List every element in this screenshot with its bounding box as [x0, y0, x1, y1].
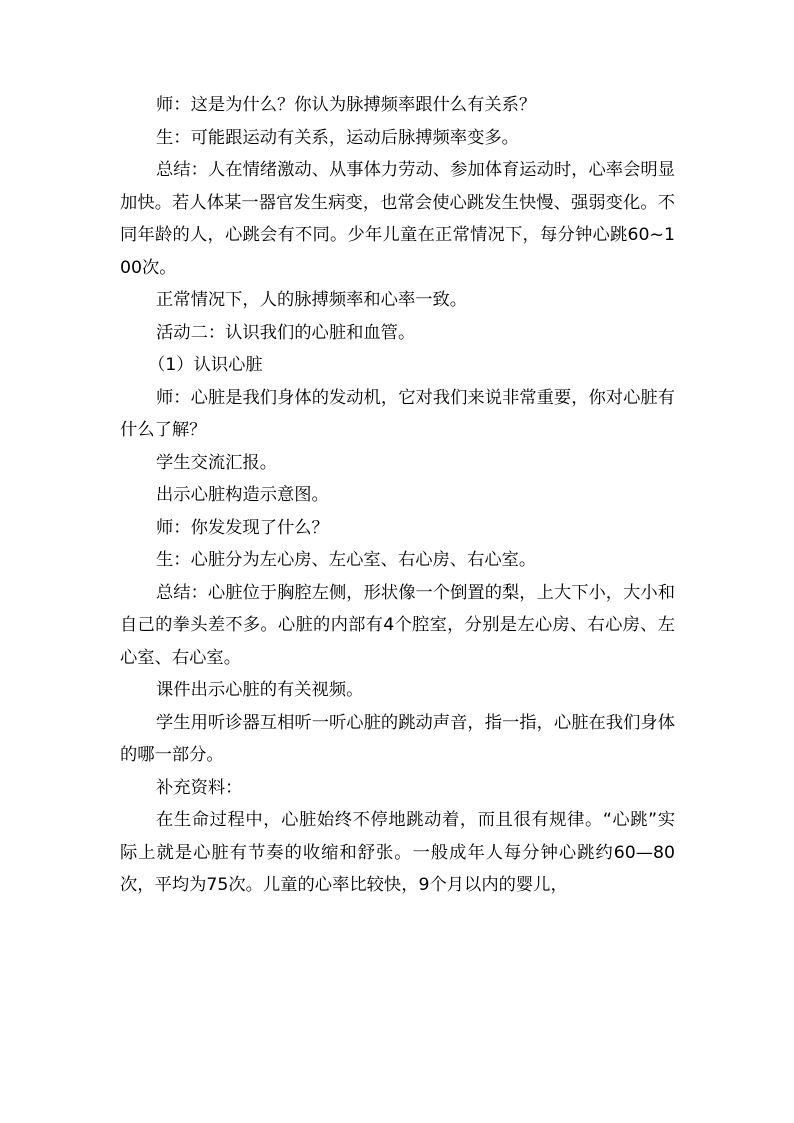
paragraph-student-answer-exercise: 生：可能跟运动有关系，运动后脉搏频率变多。: [156, 127, 519, 148]
paragraph-supplementary-content: 在生命过程中，心脏始终不停地跳动着，而且很有规律。“心跳”实际上就是心脏有节奏的收缩和舒张。一般成年人每分钟心跳约60—80次，平均为75次。儿童的心率比较快，9个月以内的婴儿，: [120, 810, 675, 895]
paragraph-show-diagram: 出示心脏构造示意图。: [156, 485, 329, 505]
paragraph-show-video: 课件出示心脏的有关视频。: [156, 680, 364, 700]
paragraph-summary-heart-rate: 总结：人在情绪激动、从事体力劳动、参加体育运动时，心率会明显加快。若人体某一器官发生病变，也常会使心跳发生快慢、强弱变化。不同年龄的人，心跳会有不同。少年儿童在正常情况下，每分钟心跳60~100次。: [120, 160, 675, 278]
document-body: [120, 89, 675, 902]
paragraph-teacher-heart-engine: 师：心脏是我们身体的发动机，它对我们来说非常重要，你对心脏有什么了解？: [120, 387, 675, 440]
paragraph-teacher-what-found: 师：你发发现了什么？: [156, 517, 329, 538]
paragraph-pulse-equals-heart-rate: 正常情况下，人的脉搏频率和心率一致。: [156, 290, 468, 310]
paragraph-activity-two: 活动二：认识我们的心脏和血管。: [156, 322, 416, 343]
paragraph-supplementary-heading: 补充资料：: [156, 777, 243, 798]
paragraph-subheading-know-heart: （1）认识心脏: [148, 355, 263, 375]
paragraph-summary-heart-location: 总结：心脏位于胸腔左侧，形状像一个倒置的梨，上大下小，大小和自己的拳头差不多。心脏的内部有4个腔室，分别是左心房、右心房、左心室、右心室。: [120, 582, 675, 668]
paragraph-student-heart-chambers: 生：心脏分为左心房、左心室、右心房、右心室。: [156, 550, 537, 570]
paragraph-question-why: 师：这是为什么？你认为脉搏频率跟什么有关系？: [156, 95, 537, 115]
paragraph-students-report: 学生交流汇报。: [156, 452, 277, 473]
paragraph-stethoscope-activity: 学生用听诊器互相听一听心脏的跳动声音，指一指，心脏在我们身体的哪一部分。: [120, 712, 675, 765]
